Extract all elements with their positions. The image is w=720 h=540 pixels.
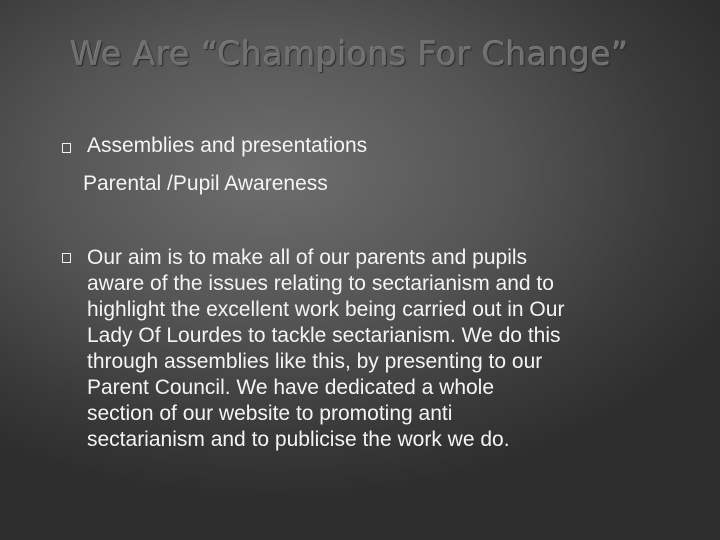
paragraph-line: sectarianism and to publicise the work we do. [87, 428, 510, 451]
paragraph-line: section of our website to promoting anti [87, 402, 453, 425]
bullet-paragraph [87, 245, 720, 453]
paragraph-line: aware of the issues relating to sectarianism and to [87, 272, 554, 295]
bullet-box-icon [62, 253, 71, 263]
bullet-subtext: Parental /Pupil Awareness [83, 172, 328, 195]
paragraph-line: Lady Of Lourdes to tackle sectarianism. We do this [87, 324, 561, 347]
paragraph-line: through assemblies like this, by presenting to our [87, 350, 543, 373]
slide-title: We Are “Champions For Change” [70, 34, 629, 73]
paragraph-line: Our aim is to make all of our parents and pupils [87, 246, 528, 269]
bullet-text: Assemblies and presentations [87, 134, 368, 157]
bullet-box-icon [62, 143, 71, 153]
paragraph-line: highlight the excellent work being carried out in Our [87, 298, 565, 321]
paragraph-line: Parent Council. We have dedicated a whole [87, 376, 495, 399]
